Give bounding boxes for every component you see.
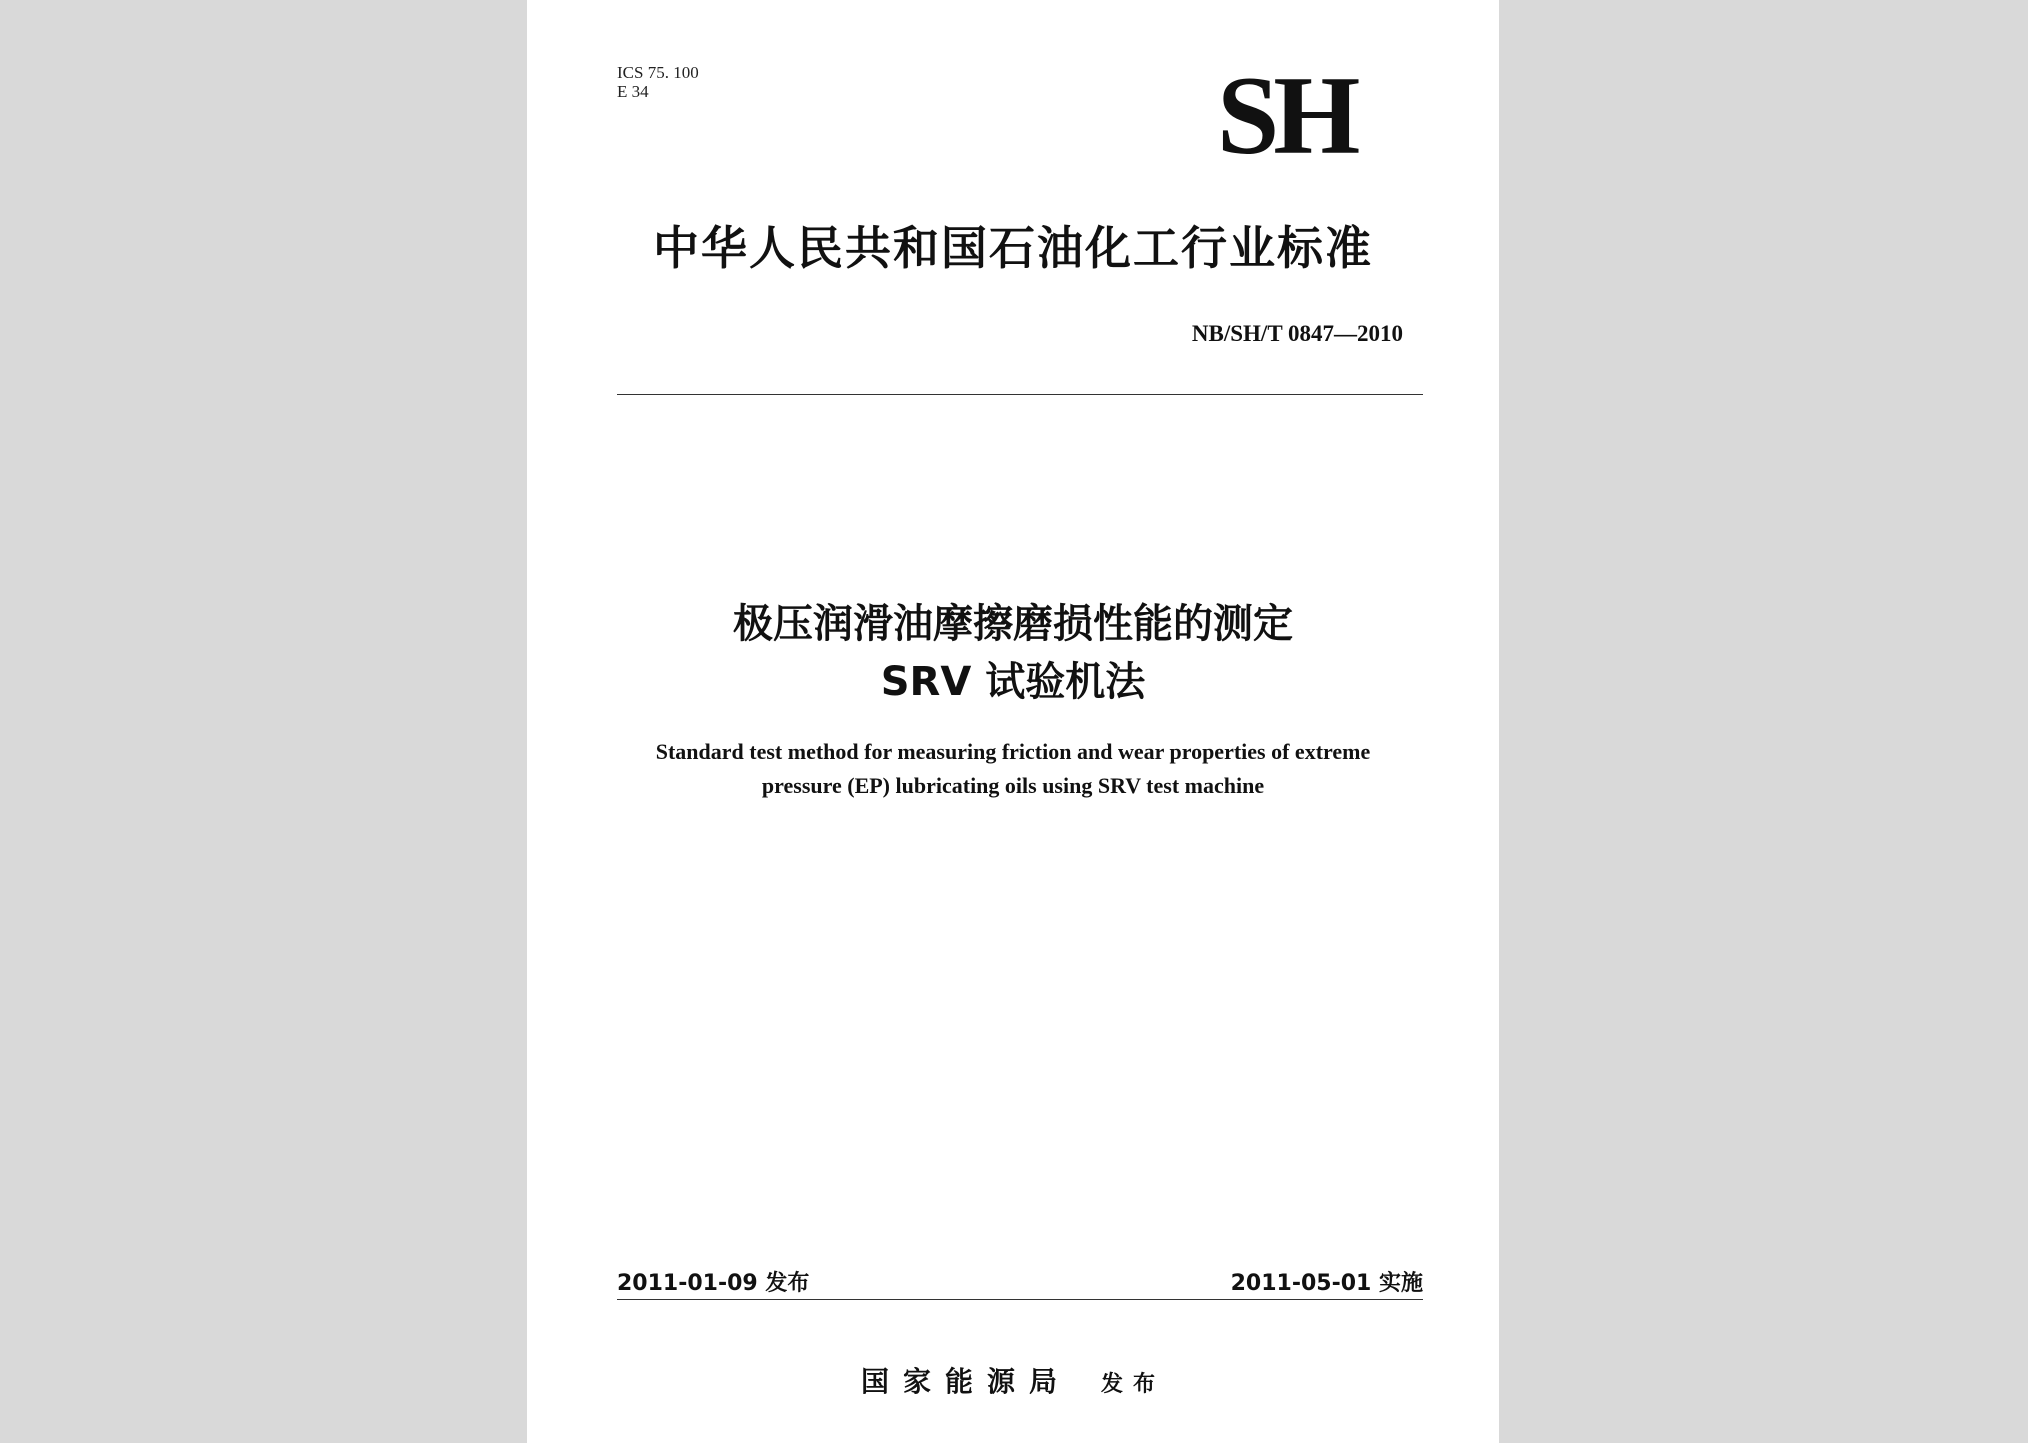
english-title-line-2: pressure (EP) lubricating oils using SRV test machine: [761, 773, 1265, 798]
top-divider: [617, 394, 1423, 395]
chinese-title-line-1: 极压润滑油摩擦磨损性能的测定: [733, 601, 1293, 647]
standard-number: NB/SH/T 0847—2010: [1191, 321, 1403, 346]
class-code: E 34: [617, 82, 649, 101]
organization-title: 中华人民共和国石油化工行业标准: [653, 221, 1373, 275]
chinese-title-line-2: SRV 试验机法: [880, 659, 1146, 705]
english-title-line-1: Standard test method for measuring friction and wear properties of extreme: [655, 739, 1371, 764]
issue-date: 2011-01-09 发布: [617, 1271, 810, 1296]
publisher-name: 国家能源局: [860, 1365, 1071, 1398]
ics-code: ICS 75. 100: [617, 63, 699, 82]
implementation-date: 2011-05-01 实施: [1230, 1271, 1423, 1296]
publisher-action: 发布: [1101, 1372, 1166, 1397]
sh-logo: SH: [1217, 54, 1355, 178]
classification-codes: [617, 63, 699, 101]
bottom-divider: [617, 1299, 1423, 1300]
document-page: [527, 0, 1499, 1443]
publisher-line: [527, 1360, 1499, 1400]
